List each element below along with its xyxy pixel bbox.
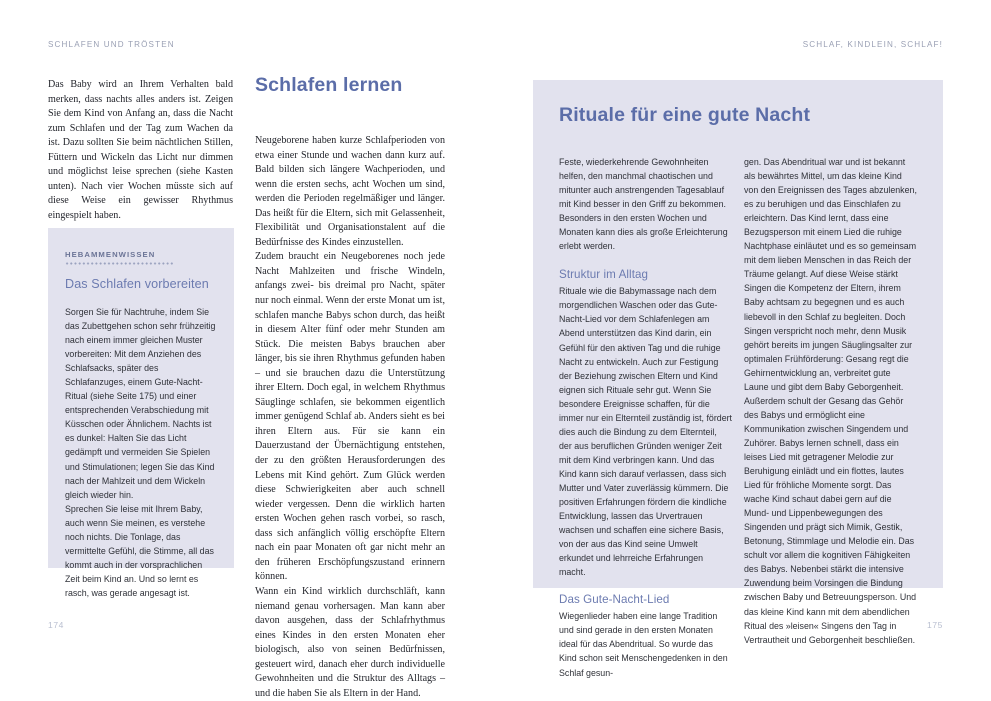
folio-left: 174 — [48, 620, 64, 630]
running-head-right: SCHLAF, KINDLEIN, SCHLAF! — [802, 40, 943, 49]
feature-box-title: Rituale für eine gute Nacht — [559, 104, 811, 126]
hebammenwissen-infobox — [48, 228, 234, 598]
infobox-body — [65, 305, 217, 600]
subheading-struktur-im-alltag: Struktur im Alltag — [559, 268, 649, 282]
subheading-das-gute-nacht-lied: Das Gute-Nacht-Lied — [559, 593, 670, 607]
paragraph: Rituale wie die Babymassage nach dem morgendlichen Waschen oder das Gute-Nacht-Lied vor dem Schlafenlegen am Abend unterstützen das Kind darin, ein Gefühl für den aktiven Tag und die ruhige Nacht zu entwickeln. Auch zur Festigung der Beziehung zwischen Eltern und Kind eignen sich Rituale sehr gut. Wenn Sie besondere Ereignisse schaffen, für die immer nur ein Elternteil zuständig ist, fördert dies auch die Bindung zu dem Elternteil, der aus beruflichen Gründen weniger Zeit mit dem Kind verbringen kann. Und das Kind kann sich darauf verlassen, dass sich Mutter und Vater zuverlässig kümmern. Die positiven Erfahrungen fördern die kindliche Entwicklung, lassen das Urvertrauen wachsen und schaffen eine sichere Basis, von der aus das Kind seine Umwelt erkundet und lehrreiche Erfahrungen macht. — [559, 286, 733, 578]
paragraph: Das Baby wird an Ihrem Verhalten bald merken, dass nachts alles anders ist. Zeigen Sie dem Kind von Anfang an, dass die Nacht zum Schlafen und der Tag zum Wachen da ist. Dazu sollten Sie beim nächtlichen Stillen, Füttern und Wickeln das Licht nur dimmen und möglichst leise sprechen (siehe Kasten unten). Nach vier Wochen müsste sich auf diese Weise ein gewisser Rhythmus eingespielt haben. — [48, 79, 233, 221]
paragraph: Wann ein Kind wirklich durchschläft, kann niemand genau vorhersagen. Man kann aber davon ausgehen, dass der Schlafrhythmus eines Kindes in den ersten Monaten eher biologisch, also von seinen Bedürfnissen, gesteuert wird, danach eher durch individuelle Gewohnheiten und die Struktur des Alltags – und die haben Sie als Eltern in der Hand. — [255, 585, 445, 699]
infobox-kicker: HEBAMMENWISSEN — [65, 250, 156, 259]
paragraph: Feste, wiederkehrende Gewohnheiten helfen, den manchmal chaotischen und mitunter auch anstrengenden Tagesablauf mit Kind besser in den Griff zu bekommen. Besonders in den ersten Wochen und Monaten kann dies als große Erleichterung erlebt werden. — [559, 157, 728, 252]
infobox-title: Das Schlafen vorbereiten — [65, 277, 209, 291]
feature-section-1 — [559, 284, 732, 579]
section-title-schlafen-lernen: Schlafen lernen — [255, 74, 403, 96]
feature-box-columns — [559, 155, 917, 678]
feature-box-column-1 — [559, 155, 732, 680]
paragraph: gen. Das Abendritual war und ist bekannt als bewährtes Mittel, um das kleine Kind von den Ereignissen des Tages abzulenken, es zu beruhigen und das Einschlafen zu erleichtern. Das Kind lernt, dass eine Bezugsperson mit einem Lied die ruhige Nachtphase einläutet und es so gemeinsam mit dem lieben Menschen in das Reich der Träume gelangt. Auf diese Weise stärkt Singen die Kompetenz der Eltern, ihrem Baby achtsam zu begegnen und es auch liebevoll in den Schlaf zu begleiten. Doch Singen verspricht noch mehr, denn Musik gehört bereits im jungen Säuglingsalter zur optimalen Frühförderung: Gesang regt die Gehirnentwicklung an, verbreitet gute Laune und gibt dem Baby Geborgenheit. Außerdem schult der Gesang das Gehör des Babys und ermöglicht eine Kommunikation zwischen Singendem und Zuhörer. Babys lernen schnell, dass ein leises Lied mit getragener Melodie zur Beruhigung einlädt und ein flottes, lautes Lied für fröhliche Momente sorgt. Das wache Kind schaut dabei gern auf die Mund- und Lippenbewegungen des Singenden und prägt sich Mimik, Gestik, Betonung, Stimmlage und Melodie ein. Das schult vor allem die kognitiven Fähigkeiten des Babys. Nebenbei stärkt die intensive Zuwendung beim Vorsingen die Bindung zwischen Baby und Betreuungsperson. Und das kleine Kind kann mit dem abendlichen Ritual des »leisen« Singens den Tag in Vertrautheit und Geborgenheit beschließen. — [744, 157, 917, 645]
feature-section-2-part-1 — [559, 609, 732, 679]
paragraph: Neugeborene haben kurze Schlafperioden von etwa einer Stunde und wachen dann kurz auf. Bald bilden sich längere Wachperioden, und wenn die ersten sechs, acht Wochen um sind, werden die Perioden regelmäßiger und länger. Das heißt für die Eltern, sich mit Gelassenheit, Flexibilität und Organisationstalent auf die Bedürfnisse des Kindes einzustellen. — [255, 135, 445, 248]
dotted-rule-divider — [65, 262, 173, 265]
feature-section-2-part-2 — [744, 155, 917, 647]
folio-right: 175 — [927, 620, 943, 630]
feature-intro — [559, 155, 732, 253]
paragraph: Zudem braucht ein Neugeborenes noch jede Nacht Mahlzeiten und frische Windeln, anfangs zwei- bis dreimal pro Nacht, später nur noch einmal. Wenn der erste Monat um ist, schlafen manche Babys schon durch, das heißt in diesem Alter fünf oder mehr Stunden am Stück. Die meisten Babys brauchen aber länger, bis sie ihren Rhythmus gefunden haben – und sie brauchen dazu die Unterstützung ihrer Eltern. Doch egal, in welchem Rhythmus Säuglinge schlafen, sie bekommen eigentlich immer genügend Schlaf ab. Anders sieht es bei ihren Eltern aus. Für sie kann ein Dauerzustand der Übernächtigung entstehen, der zu den größten Herausforderungen des Lebens mit Kind gehört. Zum Glück werden diese Schwierigkeiten aber auch schnell wieder vergessen. Denn die wirklich harten ersten Wochen gehen rasch vorbei, so rasch, dass sich anfänglich völlig erschöpfte Eltern nach ein paar Monaten oft gar nicht mehr an den früheren Erschöpfungszustand erinnern können. — [255, 251, 445, 583]
left-page-column-1 — [48, 78, 233, 223]
running-head-left: SCHLAFEN UND TRÖSTEN — [48, 40, 175, 49]
feature-box-column-2 — [744, 155, 917, 647]
paragraph: Sprechen Sie leise mit Ihrem Baby, auch wenn Sie meinen, es verstehe noch nichts. Die Tonlage, das vermittelte Gefühl, die Stimme, all das kommt auch in der vorsprachlichen Zeit beim Kind an. Und so lernt es rasch, was gerade angesagt ist. — [65, 503, 214, 598]
left-page-column-2 — [255, 134, 445, 701]
paragraph: Wiegenlieder haben eine lange Tradition und sind gerade in den ersten Monaten ideal für das Abendritual. So wurde das Kind schon seit Menschengedenken in den Schlaf gesun- — [559, 611, 728, 678]
paragraph: Sorgen Sie für Nachtruhe, indem Sie das Zubettgehen schon sehr frühzeitig nach einem immer gleichen Muster vorbereiten: Mit dem Anziehen des Schlafsacks, später des Schlafanzuges, einem Gute-Nacht-Ritual (siehe Seite 175) und einer entsprechenden Verabschiedung mit Küsschen oder Ähnlichem. Nachts ist es dunkel: Halten Sie das Licht gedämpft und vermeiden Sie Spielen und Stimulationen; legen Sie das Kind nach der Mahlzeit und dem Wickeln gleich wieder hin. — [65, 307, 216, 500]
